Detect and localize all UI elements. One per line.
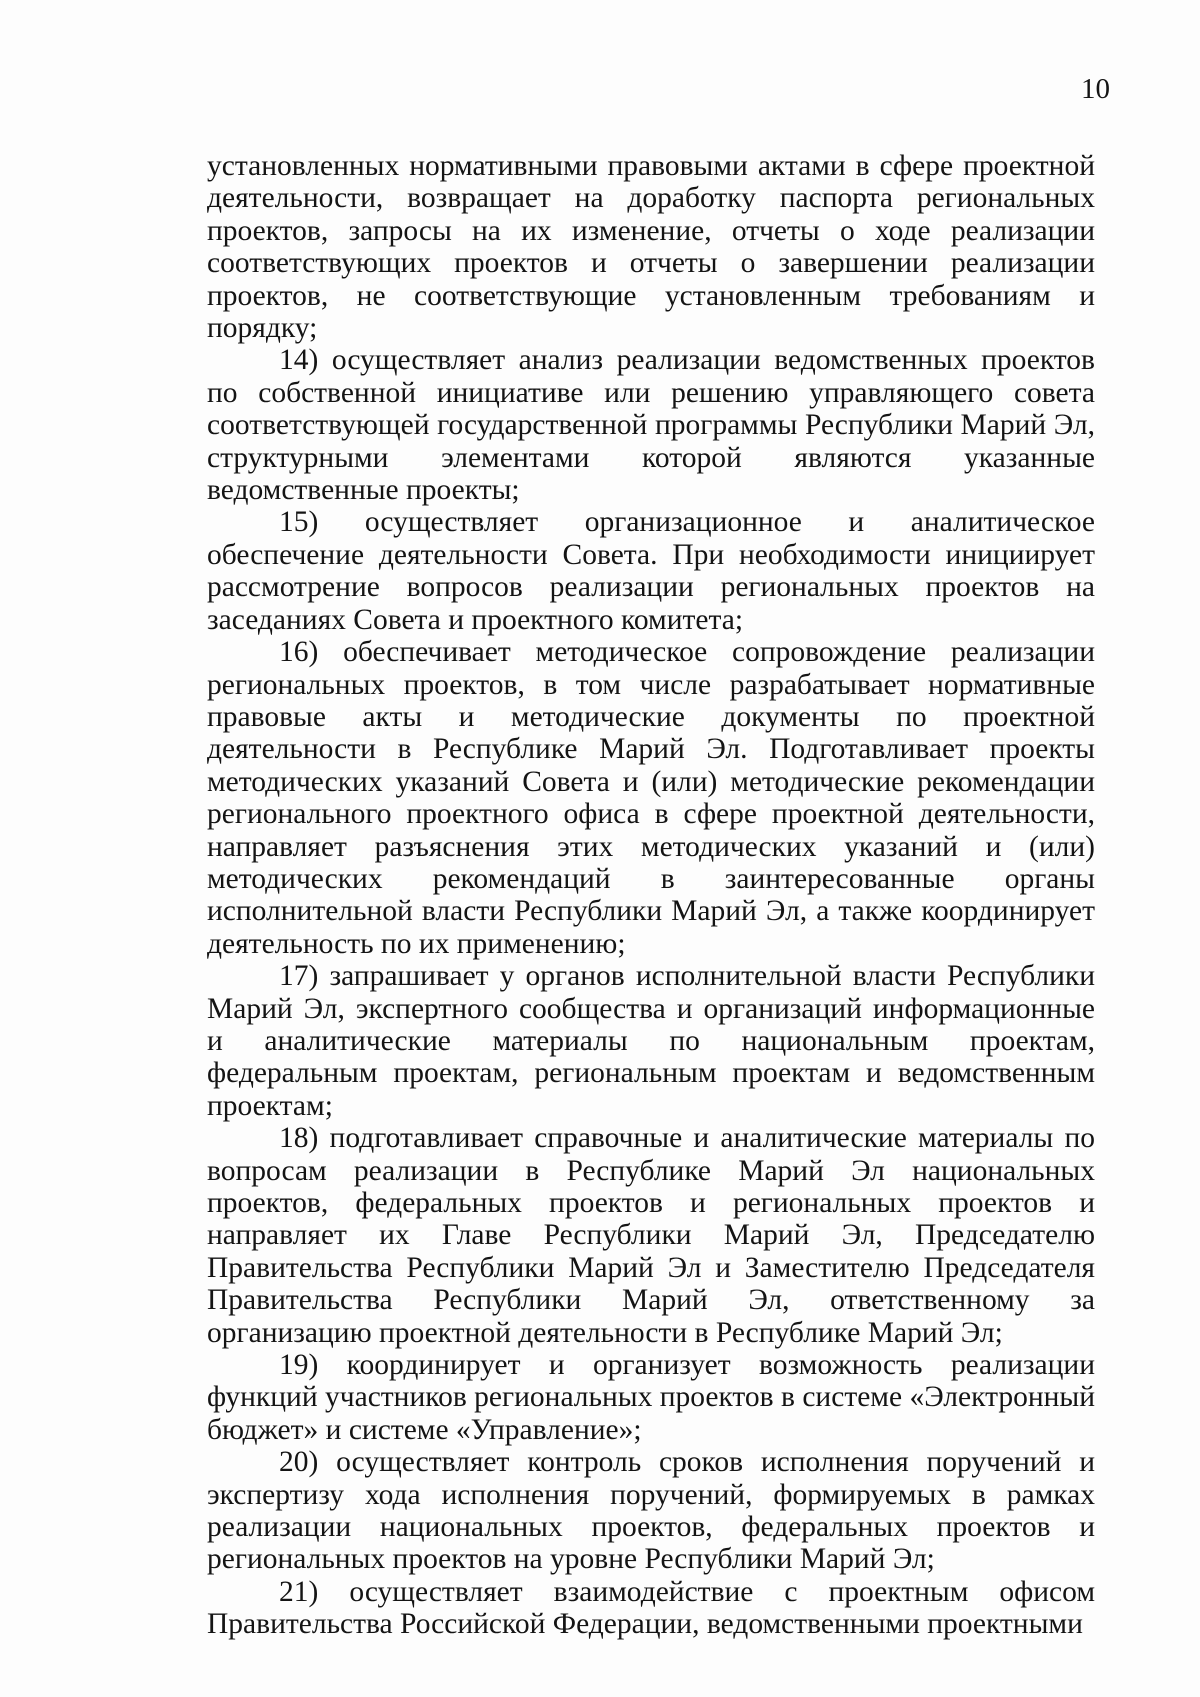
document-body (207, 150, 1095, 1641)
paragraph-item-21: 21) осуществляет взаимодействие с проектным офисом Правительства Российской Федерации, ведомственными проектными (207, 1575, 1095, 1641)
paragraph-item-17: 17) запрашивает у органов исполнительной власти Республики Марий Эл, экспертного сообщества и организаций информационные и аналитические материалы по национальным проектам, федеральным проектам, региональным проектам и ведомственным проектам; (207, 960, 1095, 1122)
paragraph-item-14: 14) осуществляет анализ реализации ведомственных проектов по собственной инициативе или решению управляющего совета соответствующей государственной программы Республики Марий Эл, структурными элементами которой являются указанные ведомственные проекты; (207, 344, 1095, 507)
paragraph-item-15: 15) осуществляет организационное и аналитическое обеспечение деятельности Совета. При необходимости инициирует рассмотрение вопросов реализации региональных проектов на заседаниях Совета и проектного комитета; (207, 506, 1095, 636)
paragraph-item-19: 19) координирует и организует возможность реализации функций участников региональных проектов в системе «Электронный бюджет» и системе «Управление»; (207, 1349, 1095, 1446)
paragraph-continuation: установленных нормативными правовыми актами в сфере проектной деятельности, возвращает на доработку паспорта региональных проектов, запросы на их изменение, отчеты о ходе реализации соответствующих проектов и отчеты о завершении реализации проектов, не соответствующие установленным требованиям и порядку; (207, 150, 1095, 345)
page-number: 10 (1081, 73, 1110, 105)
paragraph-item-18: 18) подготавливает справочные и аналитические материалы по вопросам реализации в Республике Марий Эл национальных проектов, федеральных проектов и региональных проектов и направляет их Главе Республики Марий Эл, Председателю Правительства Республики Марий Эл и Заместителю Председателя Правительства Республики Марий Эл, ответственному за организацию проектной деятельности в Республике Марий Эл; (207, 1122, 1095, 1349)
paragraph-item-16: 16) обеспечивает методическое сопровождение реализации региональных проектов, в том числе разрабатывает нормативные правовые акты и методические документы по проектной деятельности в Республике Марий Эл. Подготавливает проекты методических указаний Совета и (или) методические рекомендации регионального проектного офиса в сфере проектной деятельности, направляет разъяснения этих методических указаний и (или) методических рекомендаций в заинтересованные органы исполнительной власти Республики Марий Эл, а также координирует деятельность по их применению; (207, 636, 1095, 960)
paragraph-item-20: 20) осуществляет контроль сроков исполнения поручений и экспертизу хода исполнения поручений, формируемых в рамках реализации национальных проектов, федеральных проектов и региональных проектов на уровне Республики Марий Эл; (207, 1446, 1095, 1576)
